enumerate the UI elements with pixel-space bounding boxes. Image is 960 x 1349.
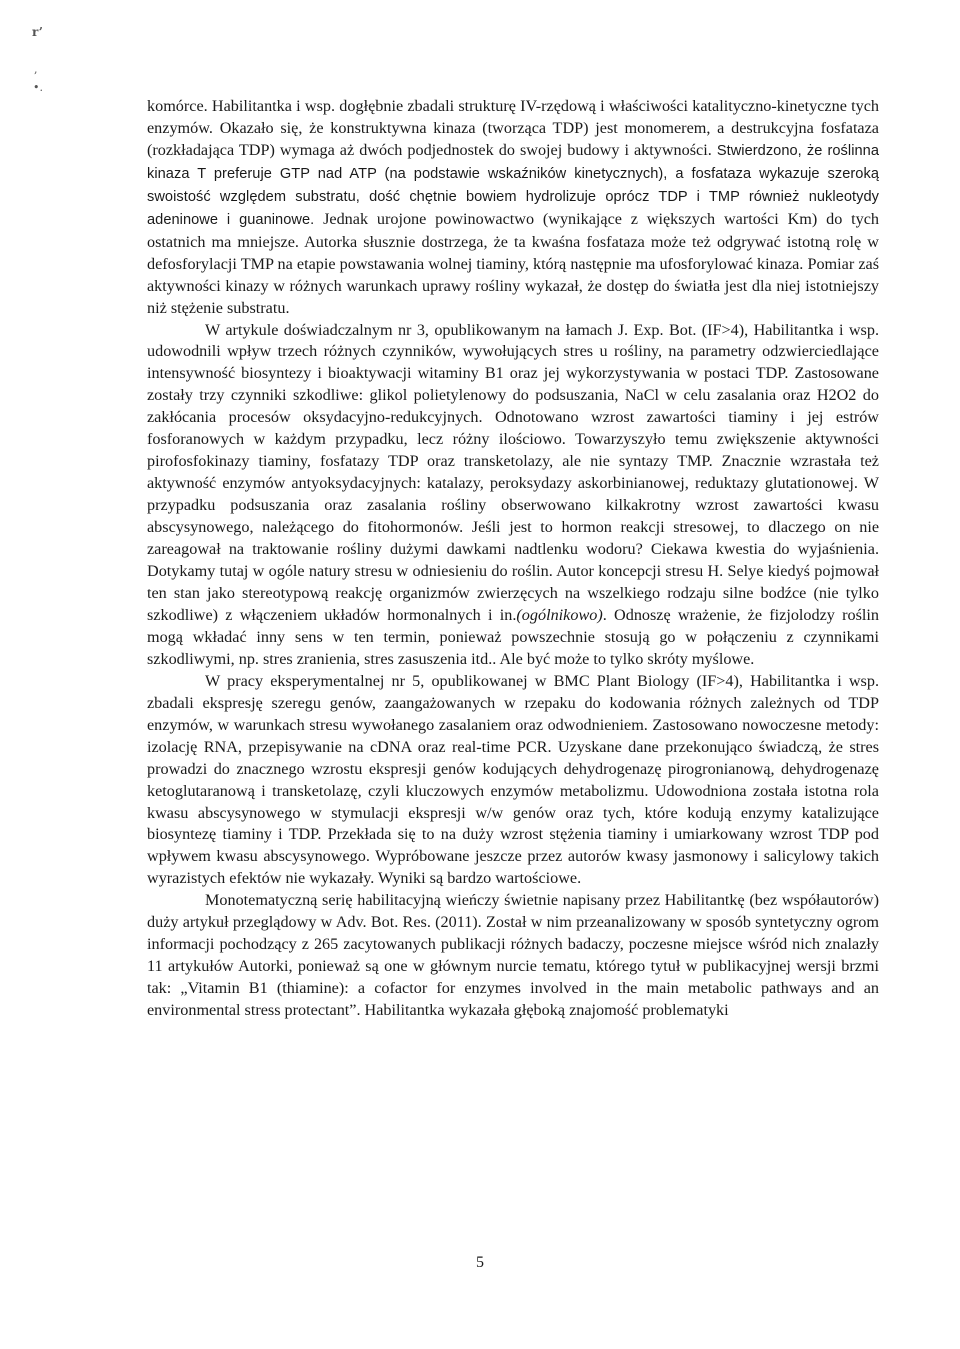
page-number: 5 [476,1254,484,1271]
text-run: W artykule doświadczalnym nr 3, opublikowanym na łamach J. Exp. Bot. (IF>4), Habilitantka i wsp. udowodnili wpływ trzech różnych czynników, wywołujących stres u rośliny, na parametry odzwierciedlające intensywność biosyntezy i bioaktywacji witaminy B1 oraz jej wykorzystywania w postaci TDP. Zastosowane zostały trzy czynniki szkodliwe: glikol polietylenowy do podsuszania, NaCl w celu zasalania oraz [147,320,879,405]
text-run: Monotematyczną serię habilitacyjną wieńczy świetnie napisany przez Habilitantkę (bez współautorów) duży artykuł przeglądowy w Adv. Bot. Res. (2011). Został w nim przeanalizowany w sposób syntetyczny ogrom informacji pochodzący z 265 zacytowanych publikacji różnych badaczy, poczesne miejsce wśród nich znalazły 11 artykułów Autorki, ponieważ są one w głównym nurcie tematu, którego tytuł w publikacyjnej wersji brzmi tak: „Vitamin [147,891,879,998]
chemical-formula: H2O2 [816,386,857,405]
paragraph [147,96,879,320]
text-run: (thiamine): a cofactor for enzymes involved in the main metabolic pathways and an environmental stress protectant”. Habilitantka wykazała głęboką znajomość problematyki [147,979,879,1020]
scan-mark: r’ [32,25,43,39]
text-run: komórce. Habilitantka i wsp. dogłębnie zbadali strukturę IV-rzędową i właściwości katalityczno-kinetyczne tych enzymów. Okazało się, że konstruktywna kinaza (tworząca TDP) jest monomerem, a destrukcyjna fosfataza (rozkładająca TDP) wymaga aż dwóch podjednostek do swojej budowy i aktywności. [147,97,879,159]
text-run: . Odnoszę wrażenie, że fizjolodzy roślin mogą wkładać inny sens w ten termin, ponieważ powszechnie stosują go w połączeniu z czynnikami szkodliwymi, np. stres zranienia, stres zasuszenia itd.. Ale być może to tylko skróty myślowe. [147,605,879,668]
italic-text: (ogólnikowo) [516,605,603,624]
text-run: do zakłócania procesów oksydacyjno-redukcyjnych. Odnotowano wzrost zawartości tiaminy i jej estrów fosforanowych w każdym przypadku, lecz różny ilościowo. Towarzyszyło temu zwiększenie aktywności pirofosfokinazy tiaminy, fosfatazy TDP oraz transketolazy, ale nie syntazy TMP. Znacznie wzrastała też aktywność enzymów antyoksydacyjnych: katalazy, peroksydazy askorbinianowej, reduktazy glutationowej. W przypadku podsuszania oraz zasalania rośliny obserwowano kilkakrotny wzrost zawartości kwasu abscysynowego, należącego do fitohormonów. Jeśli jest to hormon reakcji stresowej, to dlaczego on nie zareagował na traktowanie rośliny dużymi dawkami nadtlenku wodoru? Ciekawa kwestia do wyjaśnienia. Dotykamy tutaj w ogóle natury stresu w odniesieniu do roślin. Autor koncepcji stresu H. Selye kiedyś pojmował ten stan jako stereotypową reakcję organizmów zwierzęcych na wszelkiego rodzaju silne bodźce (nie tylko szkodliwe) z włączeniem układów hormonalnych i in. [147,386,879,624]
vitamin-label: B1 [248,979,268,998]
scan-mark: , [34,63,38,76]
text-run: Jednak urojone powinowactwo (wynikające z większych wartości Km) do tych ostatnich ma mniejsze. Autorka słusznie dostrzega, że ta kwaśna fosfataza może też odgrywać istotną rolę w defosforylacji TMP na etapie powstawania wolnej tiaminy, którą następnie ma ufosforylować kinaza. Pomiar zaś aktywności kinazy w różnych warunkach uprawy rośliny wykazał, że dostęp do światła jest dla niej istotniejszy niż stężenie substratu. [147,209,879,317]
paragraph [147,890,879,1022]
text-run: W pracy eksperymentalnej nr 5, opublikowanej w BMC Plant Biology (IF>4), Habilitantka i wsp. zbadali ekspresję szeregu genów, zaangażowanych w rzepaku do kodowania różnych zależnych od TDP enzymów, w warunkach stresu wywołanego zasalaniem oraz odwodnieniem. Zastosowano nowoczesne metody: izolację RNA, przepisywanie na cDNA oraz real-time PCR. Uzyskane dane przekonująco świadczą, że stres prowadzi do znacznego wzrostu ekspresji genów kodujących dehydrogenazę pirogronianową, dehydrogenazę ketoglutaranową i transketolazę, czyli kluczowych enzymów metabolizmu. Udowodniona została istotna rola kwasu abscysynowego w stymulacji ekspresji w/w genów oraz tych, które kodują enzymy katalizujące biosyntezę tiaminy i TDP. Przekłada się to na duży wzrost stężenia tiaminy i umiarkowany wzrost TDP pod wpływem kwasu abscysynowego. Wypróbowane jeszcze przez autorów kwasy jasmonowy i salicylowy takich wyrazistych efektów nie wykazały. Wyniki są bardzo wartościowe. [147,671,879,888]
paragraph [147,671,879,891]
scan-mark: •. [33,81,43,94]
text-run: Stwierdzono, że roślinna kinaza T preferuje GTP nad ATP (na podstawie wskaźników kinetycznych), a fosfataza wykazuje szeroką swoistość względem substratu, dość chętnie bowiem hydrolizuje oprócz TDP i TMP również nukleotydy adeninowe i guaninowe. [147,142,879,228]
paragraph [147,320,879,671]
body-text [147,96,879,1022]
